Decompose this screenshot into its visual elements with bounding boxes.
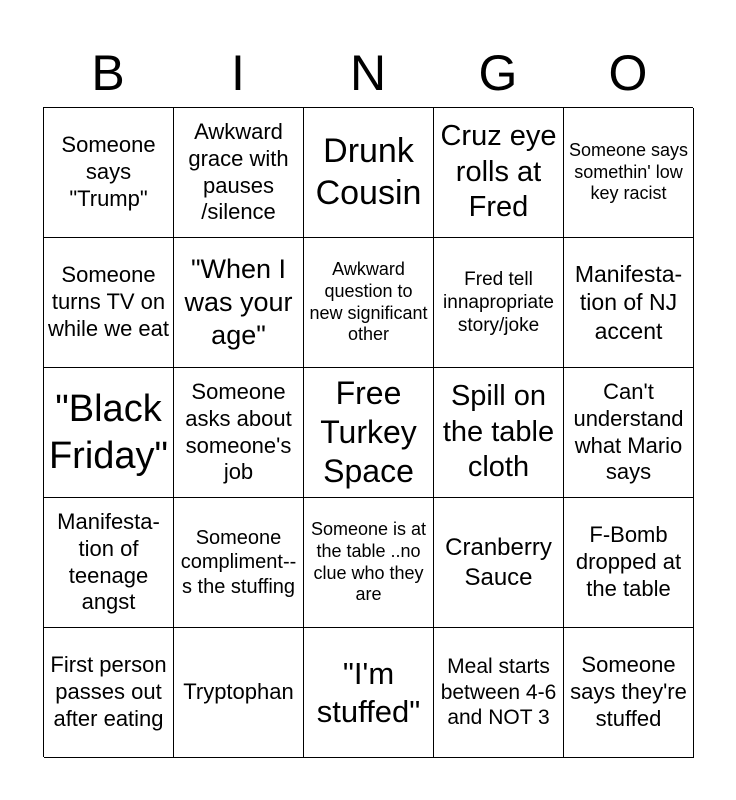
bingo-cell[interactable] [564,368,694,498]
cell-text: Spill on the table cloth [442,380,555,484]
cell-text: Meal starts between 4-6 and NOT 3 [440,655,557,730]
cell-text: Fred tell innapropriate story/joke [443,268,554,337]
header-letter-g: G [478,45,518,101]
cell-text: Someone compliment--s the stuffing [180,526,297,598]
cell-text: "Black Friday" [48,388,169,477]
cell-text: Tryptophan [183,679,294,705]
bingo-cell[interactable] [174,108,304,238]
cell-text: "I'm stuffed" [316,655,421,729]
cell-text: Drunk Cousin [315,132,422,212]
bingo-cell[interactable] [434,108,564,238]
bingo-header [43,40,693,106]
cell-text: Someone turns TV on while we eat [47,262,170,341]
bingo-cell[interactable] [434,498,564,628]
cell-text: F-Bomb dropped at the table [575,522,682,601]
bingo-cell[interactable] [174,498,304,628]
cell-text: "When I was your age" [184,254,293,350]
cell-text: Awkward grace with pauses /silence [188,118,289,225]
cell-text: Someone says "Trump" [61,132,156,211]
cell-text: Someone says somethin' low key racist [568,139,689,204]
header-letter-i: I [231,45,245,101]
header-letter-n: N [349,45,387,101]
cell-text: First person passes out after eating [50,652,167,731]
bingo-cell[interactable] [564,628,694,758]
cell-text: Someone asks about someone's job [185,378,292,485]
cell-text: Can't understand what Mario says [573,378,684,485]
cell-text: Free Turkey Space [320,374,417,490]
bingo-cell[interactable] [434,368,564,498]
bingo-cell[interactable] [174,368,304,498]
bingo-cell[interactable] [304,368,434,498]
cell-text: Cranberry Sauce [445,534,552,591]
bingo-cell[interactable] [44,498,174,628]
bingo-cell[interactable] [304,238,434,368]
cell-text: Someone says they're stuffed [570,652,687,731]
bingo-cell[interactable] [434,628,564,758]
bingo-cell[interactable] [174,628,304,758]
bingo-cell[interactable] [44,628,174,758]
cell-text: Manifesta-tion of NJ accent [574,261,683,344]
bingo-cell[interactable] [44,238,174,368]
bingo-cell[interactable] [564,108,694,238]
bingo-cell[interactable] [304,628,434,758]
bingo-cell[interactable] [564,498,694,628]
bingo-cell[interactable] [44,368,174,498]
bingo-cell[interactable] [304,108,434,238]
bingo-cell[interactable] [44,108,174,238]
header-letter-b: B [91,45,125,101]
bingo-cell[interactable] [304,498,434,628]
bingo-cell[interactable] [564,238,694,368]
bingo-cell[interactable] [174,238,304,368]
cell-text: Awkward question to new significant other [309,258,428,345]
cell-text: Someone is at the table ..no clue who they are [310,518,427,605]
cell-text: Cruz eye rolls at Fred [440,120,557,224]
bingo-card [43,107,693,757]
bingo-cell[interactable] [434,238,564,368]
header-letter-o: O [608,45,648,101]
cell-text: Manifesta-tion of teenage angst [57,508,160,615]
